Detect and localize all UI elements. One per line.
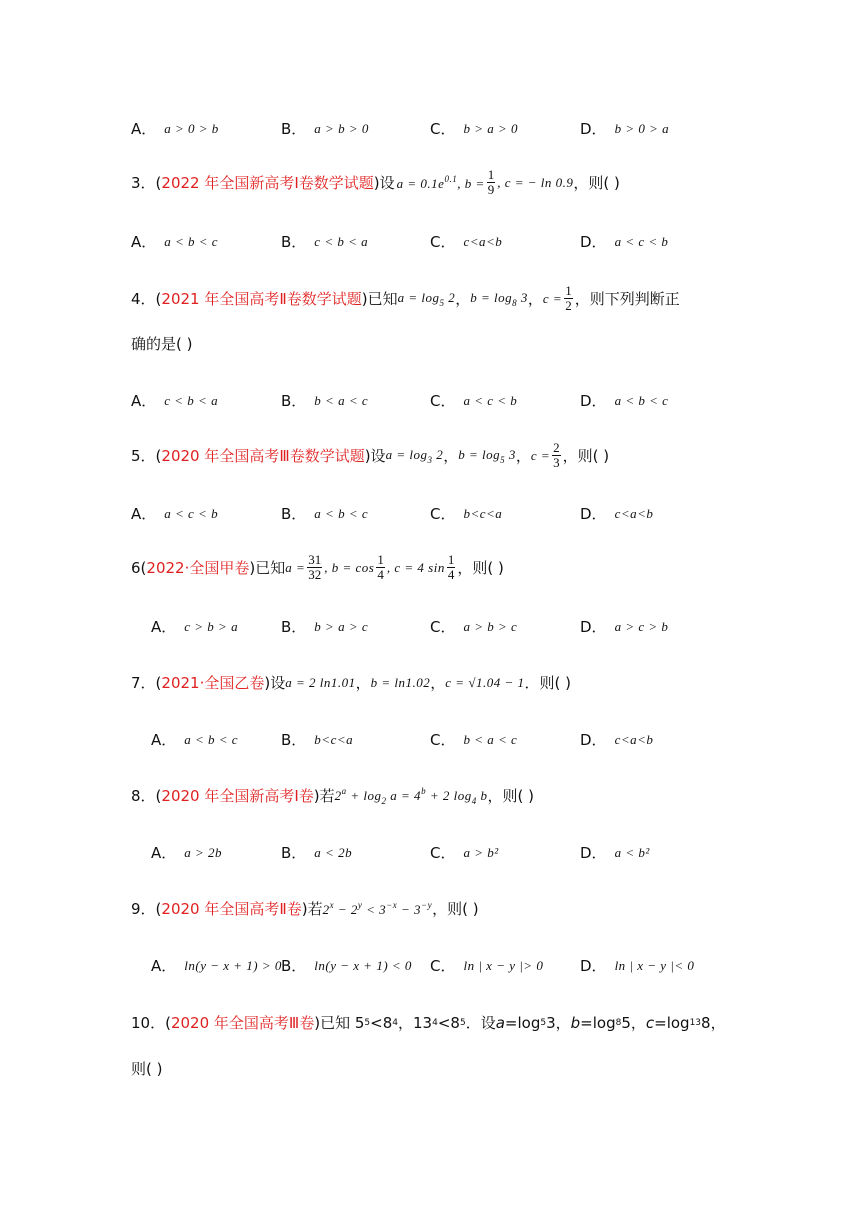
q8-source: 2020 年全国新高考Ⅰ卷 bbox=[161, 787, 314, 805]
q7-stem: 7．( 2021·全国乙卷 )设 a = 2 ln1.01 ， b = ln1.02 ， c = √1.04 − 1 ．则( ) bbox=[131, 674, 571, 692]
q6-option-c: C． a > b > c bbox=[430, 618, 518, 636]
q7-option-c: C． b < a < c bbox=[430, 731, 518, 749]
q5-source: 2020 年全国高考Ⅲ卷数学试题 bbox=[161, 447, 365, 465]
q6-option-d: D． a > c > b bbox=[580, 618, 669, 636]
q2-option-d: D． b > 0 > a bbox=[580, 120, 670, 138]
q10-stem: 10．( 2020 年全国高考Ⅲ卷 )已知 5 5 <8 4 ，13 4 <8 5 ．设 a =log 5 3， b =log 8 5， c =log 13 8， bbox=[131, 1013, 726, 1032]
q9-option-c: C． ln | x − y |> 0 bbox=[430, 957, 544, 975]
q9-stem: 9．( 2020 年全国高考Ⅱ卷 )若 $2^x - 2^y < 3^{-x} - 3^{-y}$ ，则( ) bbox=[131, 899, 479, 918]
q3-option-a: A． a < b < c bbox=[131, 233, 219, 251]
q9-source: 2020 年全国高考Ⅱ卷 bbox=[161, 900, 302, 918]
q4-source: 2021 年全国高考Ⅱ卷数学试题 bbox=[161, 290, 362, 308]
q4-option-c: C． a < c < b bbox=[430, 392, 518, 410]
q6-option-b: B． b > a > c bbox=[281, 618, 369, 636]
q7-source: 2021·全国乙卷 bbox=[161, 674, 265, 692]
q6-stem: 6( 2022·全国甲卷 )已知 a = $\frac{31}{32}$ , b = cos $\frac{1}{4}$ , c = 4 sin $\frac{1}{4}$ ，则( ) bbox=[131, 552, 504, 582]
q4-stem: 4．( 2021 年全国高考Ⅱ卷数学试题 )已知 $a = \log_5 2$ ， $b = \log_8 3$ ， c = $\frac{1}{2}$ ，则下列判断正 bbox=[131, 283, 680, 313]
q8-option-b: B． a < 2b bbox=[281, 844, 353, 862]
q5-option-d: D． c<a<b bbox=[580, 505, 654, 523]
q5-option-b: B． a < b < c bbox=[281, 505, 369, 523]
q3-option-d: D． a < c < b bbox=[580, 233, 669, 251]
q10-source: 2020 年全国高考Ⅲ卷 bbox=[170, 1014, 315, 1032]
q6-source: 2022·全国甲卷 bbox=[146, 559, 250, 577]
q2-option-a: A． a > 0 > b bbox=[131, 120, 219, 138]
q4-option-a: A． c < b < a bbox=[131, 392, 219, 410]
q2-option-b: B． a > b > 0 bbox=[281, 120, 369, 138]
q5-option-c: C． b<c<a bbox=[430, 505, 503, 523]
q9-option-a: A． ln(y − x + 1) > 0 bbox=[151, 957, 282, 975]
q7-option-d: D． c<a<b bbox=[580, 731, 654, 749]
q8-option-a: A． a > 2b bbox=[151, 844, 223, 862]
q8-option-d: D． a < b² bbox=[580, 844, 650, 862]
q9-option-d: D． ln | x − y |< 0 bbox=[580, 957, 695, 975]
q7-option-b: B． b<c<a bbox=[281, 731, 354, 749]
q3-option-c: C． c<a<b bbox=[430, 233, 503, 251]
q4-option-d: D． a < b < c bbox=[580, 392, 669, 410]
q6-option-a: A． c > b > a bbox=[151, 618, 239, 636]
q4-option-b: B． b < a < c bbox=[281, 392, 369, 410]
q9-option-b: B． ln(y − x + 1) < 0 bbox=[281, 957, 412, 975]
q8-option-c: C． a > b² bbox=[430, 844, 499, 862]
q5-option-a: A． a < c < b bbox=[131, 505, 219, 523]
q7-option-a: A． a < b < c bbox=[151, 731, 239, 749]
q3-option-b: B． c < b < a bbox=[281, 233, 369, 251]
q5-stem: 5．( 2020 年全国高考Ⅲ卷数学试题 )设 $a = \log_3 2$ ， $b = \log_5 3$ ， c = $\frac{2}{3}$ ，则( ) bbox=[131, 440, 610, 470]
q8-stem: 8．( 2020 年全国新高考Ⅰ卷 )若 $2^a + \log_2 a = 4^b + 2$ $\log_4 b$ ，则( ) bbox=[131, 785, 534, 806]
q10-stem-line2: 则( ) bbox=[131, 1060, 163, 1078]
q2-option-c: C． b > a > 0 bbox=[430, 120, 519, 138]
q4-stem-line2: 确的是( ) bbox=[131, 335, 193, 353]
q3-source: 2022 年全国新高考Ⅰ卷数学试题 bbox=[161, 174, 374, 192]
q3-stem: 3．( 2022 年全国新高考Ⅰ卷数学试题 )设 $a = 0.1e^{0.1}$, b = $\frac{1}{9}$ , c = − ln 0.9 ，则( ) bbox=[131, 167, 620, 197]
